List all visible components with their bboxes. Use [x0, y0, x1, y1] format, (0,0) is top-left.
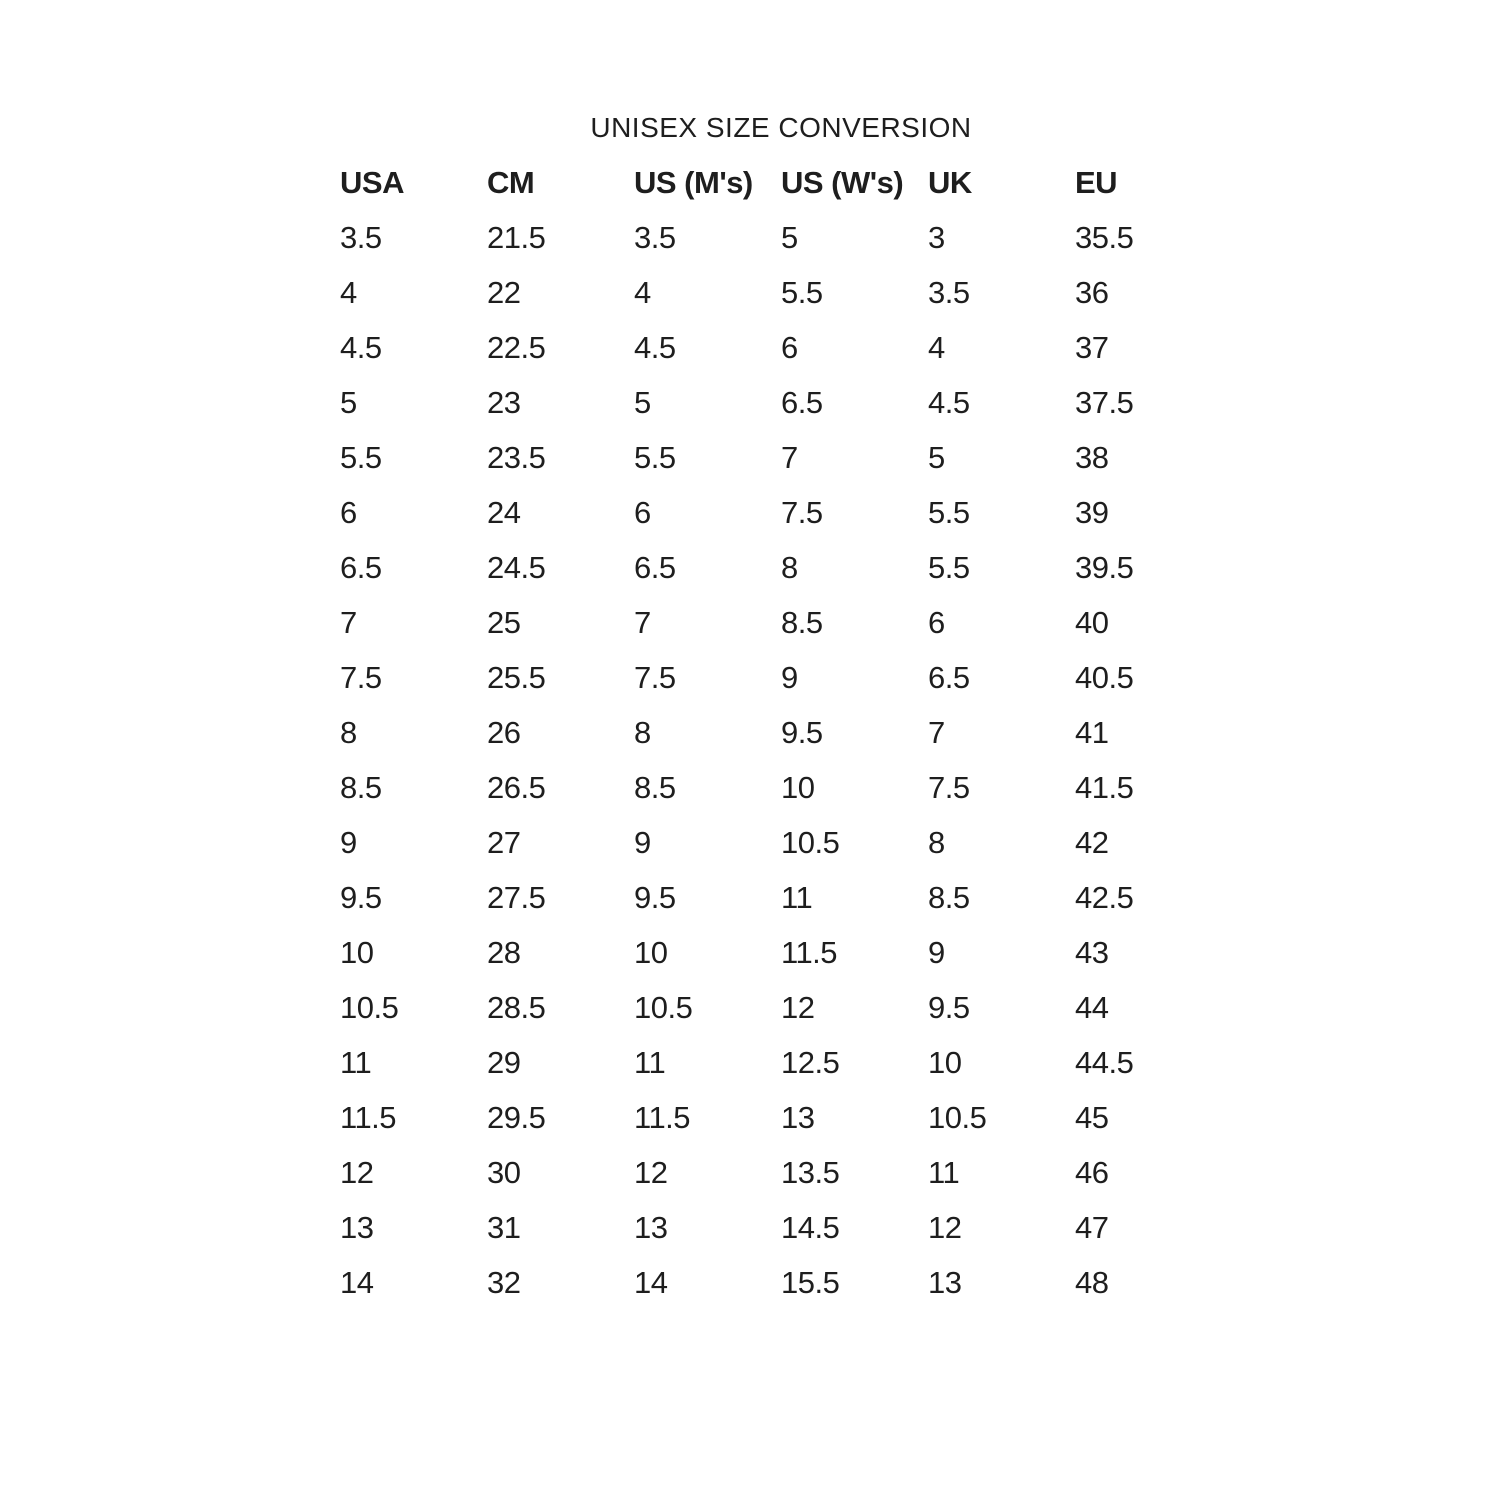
table-cell: 28.5	[487, 990, 546, 1025]
table-cell: 40.5	[1075, 660, 1134, 695]
table-cell: 24.5	[487, 550, 546, 585]
table-cell: 44	[1075, 990, 1109, 1025]
table-cell: 45	[1075, 1100, 1109, 1135]
table-cell: 3	[928, 220, 945, 255]
table-cell: 9	[928, 935, 945, 970]
table-cell: 12	[781, 990, 815, 1025]
table-cell: 8	[928, 825, 945, 860]
table-cell: 6.5	[340, 550, 382, 585]
table-cell: 4.5	[634, 330, 676, 365]
table-cell: 5	[634, 385, 651, 420]
table-cell: 15.5	[781, 1265, 840, 1300]
table-cell: 4	[340, 275, 357, 310]
table-cell: 7	[928, 715, 945, 750]
table-cell: 14	[634, 1265, 668, 1300]
table-cell: 35.5	[1075, 220, 1134, 255]
table-cell: 4.5	[340, 330, 382, 365]
table-cell: 41	[1075, 715, 1109, 750]
table-cell: 14	[340, 1265, 374, 1300]
table-cell: 6.5	[928, 660, 970, 695]
table-cell: 23.5	[487, 440, 546, 475]
table-cell: 42.5	[1075, 880, 1134, 915]
table-cell: 42	[1075, 825, 1109, 860]
table-cell: 26	[487, 715, 521, 750]
table-cell: 5.5	[340, 440, 382, 475]
table-cell: 10	[340, 935, 374, 970]
table-cell: 29	[487, 1045, 521, 1080]
table-cell: 4	[634, 275, 651, 310]
table-cell: 8.5	[634, 770, 676, 805]
table-cell: 10.5	[634, 990, 693, 1025]
table-cell: 11.5	[340, 1100, 397, 1135]
table-cell: 10	[781, 770, 815, 805]
table-cell: 29.5	[487, 1100, 546, 1135]
table-cell: 6.5	[634, 550, 676, 585]
table-cell: 9	[634, 825, 651, 860]
table-cell: 3.5	[928, 275, 970, 310]
table-cell: 5	[928, 440, 945, 475]
table-cell: 7.5	[781, 495, 823, 530]
table-cell: 12	[928, 1210, 962, 1245]
table-cell: 46	[1075, 1155, 1109, 1190]
table-cell: 11	[781, 880, 813, 915]
table-cell: 8.5	[928, 880, 970, 915]
table-cell: 6	[781, 330, 798, 365]
table-cell: 26.5	[487, 770, 546, 805]
table-cell: 9.5	[340, 880, 382, 915]
table-cell: 23	[487, 385, 521, 420]
table-cell: 5.5	[928, 495, 970, 530]
table-cell: 4	[928, 330, 945, 365]
table-cell: 36	[1075, 275, 1109, 310]
table-cell: 10.5	[340, 990, 399, 1025]
table-cell: 47	[1075, 1210, 1109, 1245]
table-cell: 7	[634, 605, 651, 640]
table-cell: 9.5	[634, 880, 676, 915]
table-cell: 4.5	[928, 385, 970, 420]
table-cell: 11.5	[781, 935, 838, 970]
table-cell: 40	[1075, 605, 1109, 640]
table-cell: 39.5	[1075, 550, 1134, 585]
table-cell: 9	[340, 825, 357, 860]
chart-title: UNISEX SIZE CONVERSION	[590, 111, 972, 143]
table-cell: 13	[928, 1265, 962, 1300]
table-cell: 10.5	[928, 1100, 987, 1135]
table-cell: 24	[487, 495, 521, 530]
table-cell: 14.5	[781, 1210, 840, 1245]
table-cell: 8.5	[340, 770, 382, 805]
table-cell: 41.5	[1075, 770, 1134, 805]
table-cell: 10.5	[781, 825, 840, 860]
table-cell: 25.5	[487, 660, 546, 695]
table-cell: 6.5	[781, 385, 823, 420]
table-cell: 30	[487, 1155, 521, 1190]
table-cell: 6	[634, 495, 651, 530]
table-cell: 9	[781, 660, 798, 695]
column-header-eu: EU	[1075, 165, 1118, 200]
table-cell: 12	[340, 1155, 374, 1190]
table-cell: 7.5	[340, 660, 382, 695]
table-cell: 22.5	[487, 330, 546, 365]
table-cell: 21.5	[487, 220, 546, 255]
column-header-usa: USA	[340, 165, 404, 200]
table-cell: 27.5	[487, 880, 546, 915]
table-cell: 5.5	[634, 440, 676, 475]
table-cell: 43	[1075, 935, 1109, 970]
table-cell: 37.5	[1075, 385, 1134, 420]
table-cell: 7.5	[634, 660, 676, 695]
table-cell: 28	[487, 935, 521, 970]
header-row	[340, 155, 1222, 210]
table-cell: 11.5	[634, 1100, 691, 1135]
table-cell: 8	[781, 550, 798, 585]
table-cell: 8	[340, 715, 357, 750]
table-cell: 13	[781, 1100, 815, 1135]
table-cell: 22	[487, 275, 521, 310]
column-header-cm: CM	[487, 165, 535, 200]
table-body	[340, 210, 1222, 1310]
table-cell: 13	[634, 1210, 668, 1245]
table-cell: 25	[487, 605, 521, 640]
table-cell: 9.5	[928, 990, 970, 1025]
table-cell: 3.5	[634, 220, 676, 255]
size-conversion-chart	[340, 100, 1222, 1310]
table-cell: 31	[487, 1210, 521, 1245]
table-cell: 48	[1075, 1265, 1109, 1300]
table-cell: 11	[634, 1045, 666, 1080]
table-cell: 32	[487, 1265, 521, 1300]
table-cell: 9.5	[781, 715, 823, 750]
table-cell: 7.5	[928, 770, 970, 805]
table-cell: 6	[340, 495, 357, 530]
table-cell: 7	[781, 440, 798, 475]
column-header-us-mens: US (M's)	[634, 165, 753, 200]
table-cell: 10	[634, 935, 668, 970]
column-header-us-womens: US (W's)	[781, 165, 904, 200]
table-cell: 13.5	[781, 1155, 840, 1190]
table-cell: 44.5	[1075, 1045, 1134, 1080]
table-cell: 3.5	[340, 220, 382, 255]
table-cell: 11	[340, 1045, 372, 1080]
table-cell: 12.5	[781, 1045, 840, 1080]
table-cell: 11	[928, 1155, 960, 1190]
table-cell: 27	[487, 825, 521, 860]
table-cell: 12	[634, 1155, 668, 1190]
table-cell: 37	[1075, 330, 1109, 365]
table-cell: 5	[340, 385, 357, 420]
table-cell: 10	[928, 1045, 962, 1080]
table-cell: 39	[1075, 495, 1109, 530]
table-cell: 38	[1075, 440, 1109, 475]
table-cell: 5	[781, 220, 798, 255]
table-cell: 8	[634, 715, 651, 750]
column-header-uk: UK	[928, 165, 972, 200]
table-cell: 7	[340, 605, 357, 640]
table-cell: 5.5	[928, 550, 970, 585]
table-cell: 5.5	[781, 275, 823, 310]
table-cell: 6	[928, 605, 945, 640]
table-cell: 13	[340, 1210, 374, 1245]
table-cell: 8.5	[781, 605, 823, 640]
